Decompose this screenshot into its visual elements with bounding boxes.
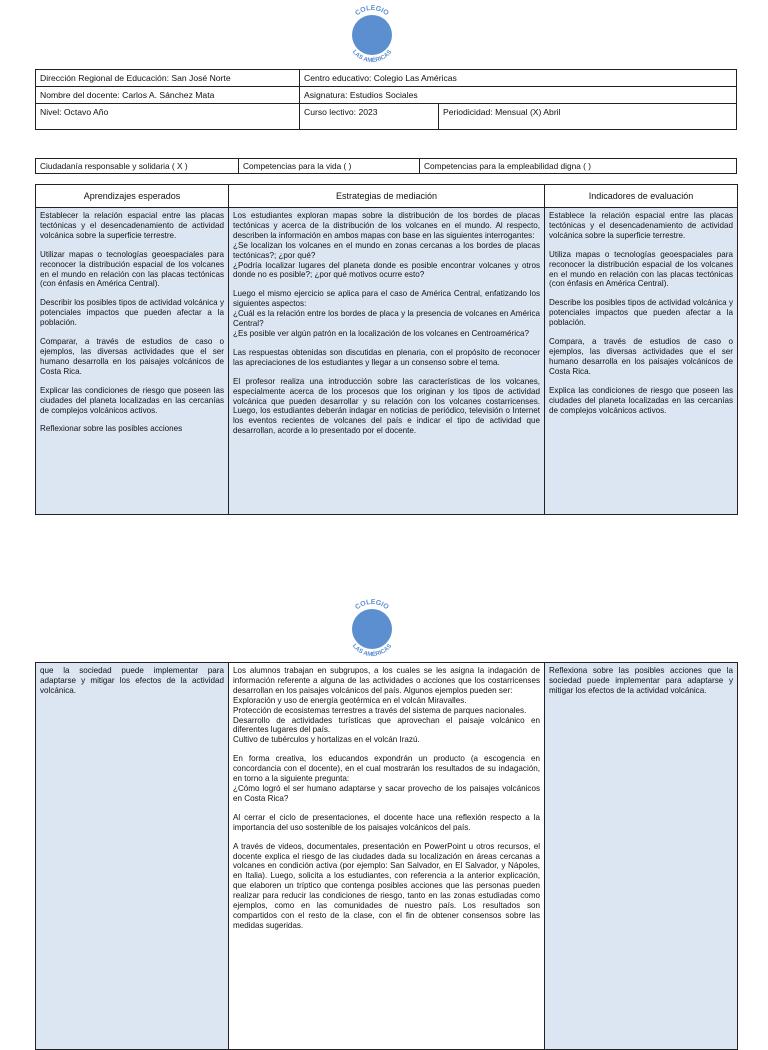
aprendizaje-item: Utilizar mapas o tecnologías geoespaciales para reconocer la distribución espacial de los volcanes en el mundo en relación con las placas tectónicas (con énfasis en América Central).	[40, 249, 224, 289]
header-aprendizajes: Aprendizajes esperados	[36, 185, 229, 208]
estrategia-block	[233, 211, 540, 280]
estrategia-block	[233, 842, 540, 931]
indicador-item: Compara, a través de estudios de caso o ejemplos, las diversas actividades que el ser humano desarrolla en los paisajes volcánicos de Costa Rica.	[549, 337, 733, 376]
estrategia-line: Luego el mismo ejercicio se aplica para el caso de América Central, enfatizando los siguientes aspectos:	[233, 289, 540, 309]
aprendizaje-item: Explicar las condiciones de riesgo que poseen las ciudades del planeta localizadas en las cercanías de complejos volcánicos activos.	[40, 385, 224, 415]
estrategia-line: Las respuestas obtenidas son discutidas en plenaria, con el propósito de reconocer las apreciaciones de los estudiantes y llegar a un consenso sobre el tema.	[233, 347, 540, 367]
aprendizaje-item: Describir los posibles tipos de actividad volcánica y potenciales impactos que pueden afectar a la población.	[40, 298, 224, 328]
estrategia-line: ¿Cómo logró el ser humano adaptarse y sacar provecho de los paisajes volcánicos en Costa Rica?	[233, 783, 540, 803]
indicador-item: Establece la relación espacial entre las placas tectónicas y el desencadenamiento de actividad volcánica sobre la superficie terrestre.	[549, 211, 733, 240]
indicadores-cell	[545, 663, 738, 1050]
header-estrategias: Estrategias de mediación	[229, 185, 545, 208]
indicador-item: Explica las condiciones de riesgo que poseen las ciudades del planeta localizadas en las cercanías de complejos volcánicos activos.	[549, 385, 733, 415]
indicador-item: Utiliza mapas o tecnologías geoespaciales para reconocer la distribución espacial de los volcanes en el mundo en relación con las placas tectónicas (con énfasis en América Central).	[549, 249, 733, 289]
estrategia-line: A través de videos, documentales, presentación en PowerPoint u otros recursos, el docente explica el riesgo de las ciudades dada su localización en áreas cercanas a volcanes en condición activa (por ejemplo: San Salvador, en El Salvador, y Nápoles, en Italia). Luego, solicita a los estudiantes, con referencia a la anterior explicación, que elaboren un tríptico que contenga posibles acciones que las personas pueden realizar para reducir las condiciones de riesgo, tanto en las zonas estudiadas como ejemplos, como en las comunidades de nuestro país. Los resultados son compartidos con el resto de la clase, con el fin de obtener consensos sobre las medidas sugeridas.	[233, 841, 540, 930]
estrategias-cell	[229, 208, 545, 515]
school-name: Centro educativo: Colegio Las Américas	[300, 70, 737, 87]
aprendizajes-cell	[36, 663, 229, 1050]
estrategia-block	[233, 754, 540, 804]
logo-bottom-text: LAS AMÉRICAS	[350, 49, 394, 65]
estrategia-line: ¿Se localizan los volcanes en el mundo en zonas cercanas a los bordes de placas tectónicas?; ¿por qué?	[233, 240, 540, 260]
competency-employability: Competencias para la empleabilidad digna ( )	[420, 159, 737, 174]
estrategia-line: ¿Cuál es la relación entre los bordes de placa y la presencia de volcanes en América Central?	[233, 309, 540, 329]
aprendizaje-item: Comparar, a través de estudios de caso o ejemplos, las diversas actividades que el ser humano desarrolla en los paisajes volcánicos de Costa Rica.	[40, 337, 224, 376]
estrategia-line: El profesor realiza una introducción sobre las características de los volcanes, especialmente acerca de los procesos que los originan y los tipos de actividad volcánica que pueden desarrollar y su relación con los volcanes costarricenses. Luego, los estudiantes deberán indagar en noticias de periódico, televisión o Internet los eventos recientes de volcanes del país e indicar el tipo de actividad que desarrollan, acorde a lo presentado por el docente.	[233, 376, 540, 436]
aprendizaje-item: que la sociedad puede implementar para adaptarse y mitigar los efectos de la actividad volcánica.	[40, 666, 224, 695]
competency-life: Competencias para la vida ( )	[239, 159, 420, 174]
periodicity: Periodicidad: Mensual (X) Abril	[439, 104, 737, 130]
header-info-table	[35, 69, 737, 130]
aprendizaje-item: Establecer la relación espacial entre las placas tectónicas y el desencadenamiento de actividad volcánica sobre la superficie terrestre.	[40, 211, 224, 240]
planning-table-page-2	[35, 662, 738, 1050]
planning-table-page-1	[35, 184, 738, 515]
estrategia-line: En forma creativa, los educandos expondrán un producto (a escogencia en concordancia con el docente), en el cual mostrarán los resultados de su indagación, en torno a la siguiente pregunta:	[233, 754, 540, 784]
estrategia-line: Al cerrar el ciclo de presentaciones, el docente hace una reflexión respecto a la importancia del uso sostenible de los paisajes volcánicos del país.	[233, 812, 540, 832]
subject: Asignatura: Estudios Sociales	[300, 87, 737, 104]
estrategia-line: Los alumnos trabajan en subgrupos, a los cuales se les asigna la indagación de información referente a alguna de las actividades o acciones que los costarricenses desarrollan en los paisajes volcánicos del país. Algunos ejemplos pueden ser:	[233, 666, 540, 695]
competency-citizenship: Ciudadanía responsable y solidaria ( X )	[36, 159, 239, 174]
estrategia-block	[233, 813, 540, 833]
indicador-item: Describe los posibles tipos de actividad volcánica y potenciales impactos que pueden afectar a la población.	[549, 298, 733, 328]
indicadores-cell	[545, 208, 738, 515]
logo-bottom-text: LAS AMÉRICAS	[350, 643, 394, 659]
estrategia-line: ¿Podría localizar lugares del planeta donde es posible encontrar volcanes y otros donde no es posible?; ¿por qué motivos ocurre esto?	[233, 260, 540, 280]
estrategia-block	[233, 666, 540, 745]
header-indicadores: Indicadores de evaluación	[545, 185, 738, 208]
competencies-table	[35, 158, 737, 174]
logo-top-text: COLEGIO	[354, 4, 390, 18]
aprendizajes-cell	[36, 208, 229, 515]
estrategia-line: Protección de ecosistemas terrestres a través del sistema de parques nacionales.	[233, 705, 527, 715]
aprendizaje-item: Reflexionar sobre las posibles acciones	[40, 424, 183, 434]
grade-level: Nivel: Octavo Año	[36, 104, 300, 130]
school-logo-page-2	[340, 596, 404, 660]
estrategias-cell	[229, 663, 545, 1050]
estrategia-line: Desarrollo de actividades turísticas que aprovechan el paisaje volcánico en diferentes lugares del país.	[233, 715, 540, 735]
estrategia-line: Los estudiantes exploran mapas sobre la distribución de los bordes de placas tectónicas y acerca de la distribución de los volcanes en el mundo. Al respecto, describen la información en ambos mapas con base en las siguientes interrogantes:	[233, 211, 540, 240]
estrategia-block	[233, 289, 540, 339]
school-logo	[340, 2, 404, 66]
estrategia-line: Cultivo de tubérculos y hortalizas en el volcán Irazú.	[233, 735, 420, 745]
school-year: Curso lectivo: 2023	[300, 104, 439, 130]
estrategia-line: Exploración y uso de energía geotérmica en el volcán Miravalles.	[233, 695, 467, 705]
logo-top-text: COLEGIO	[354, 598, 390, 612]
indicador-item: Reflexiona sobre las posibles acciones que la sociedad puede implementar para adaptarse y mitigar los efectos de la actividad volcánica.	[549, 666, 733, 695]
estrategia-block	[233, 377, 540, 436]
estrategia-line: ¿Es posible ver algún patrón en la localización de los volcanes en Centroamérica?	[233, 328, 530, 338]
regional-direction: Dirección Regional de Educación: San José Norte	[36, 70, 300, 87]
teacher-name: Nombre del docente: Carlos A. Sánchez Mata	[36, 87, 300, 104]
estrategia-block	[233, 348, 540, 368]
